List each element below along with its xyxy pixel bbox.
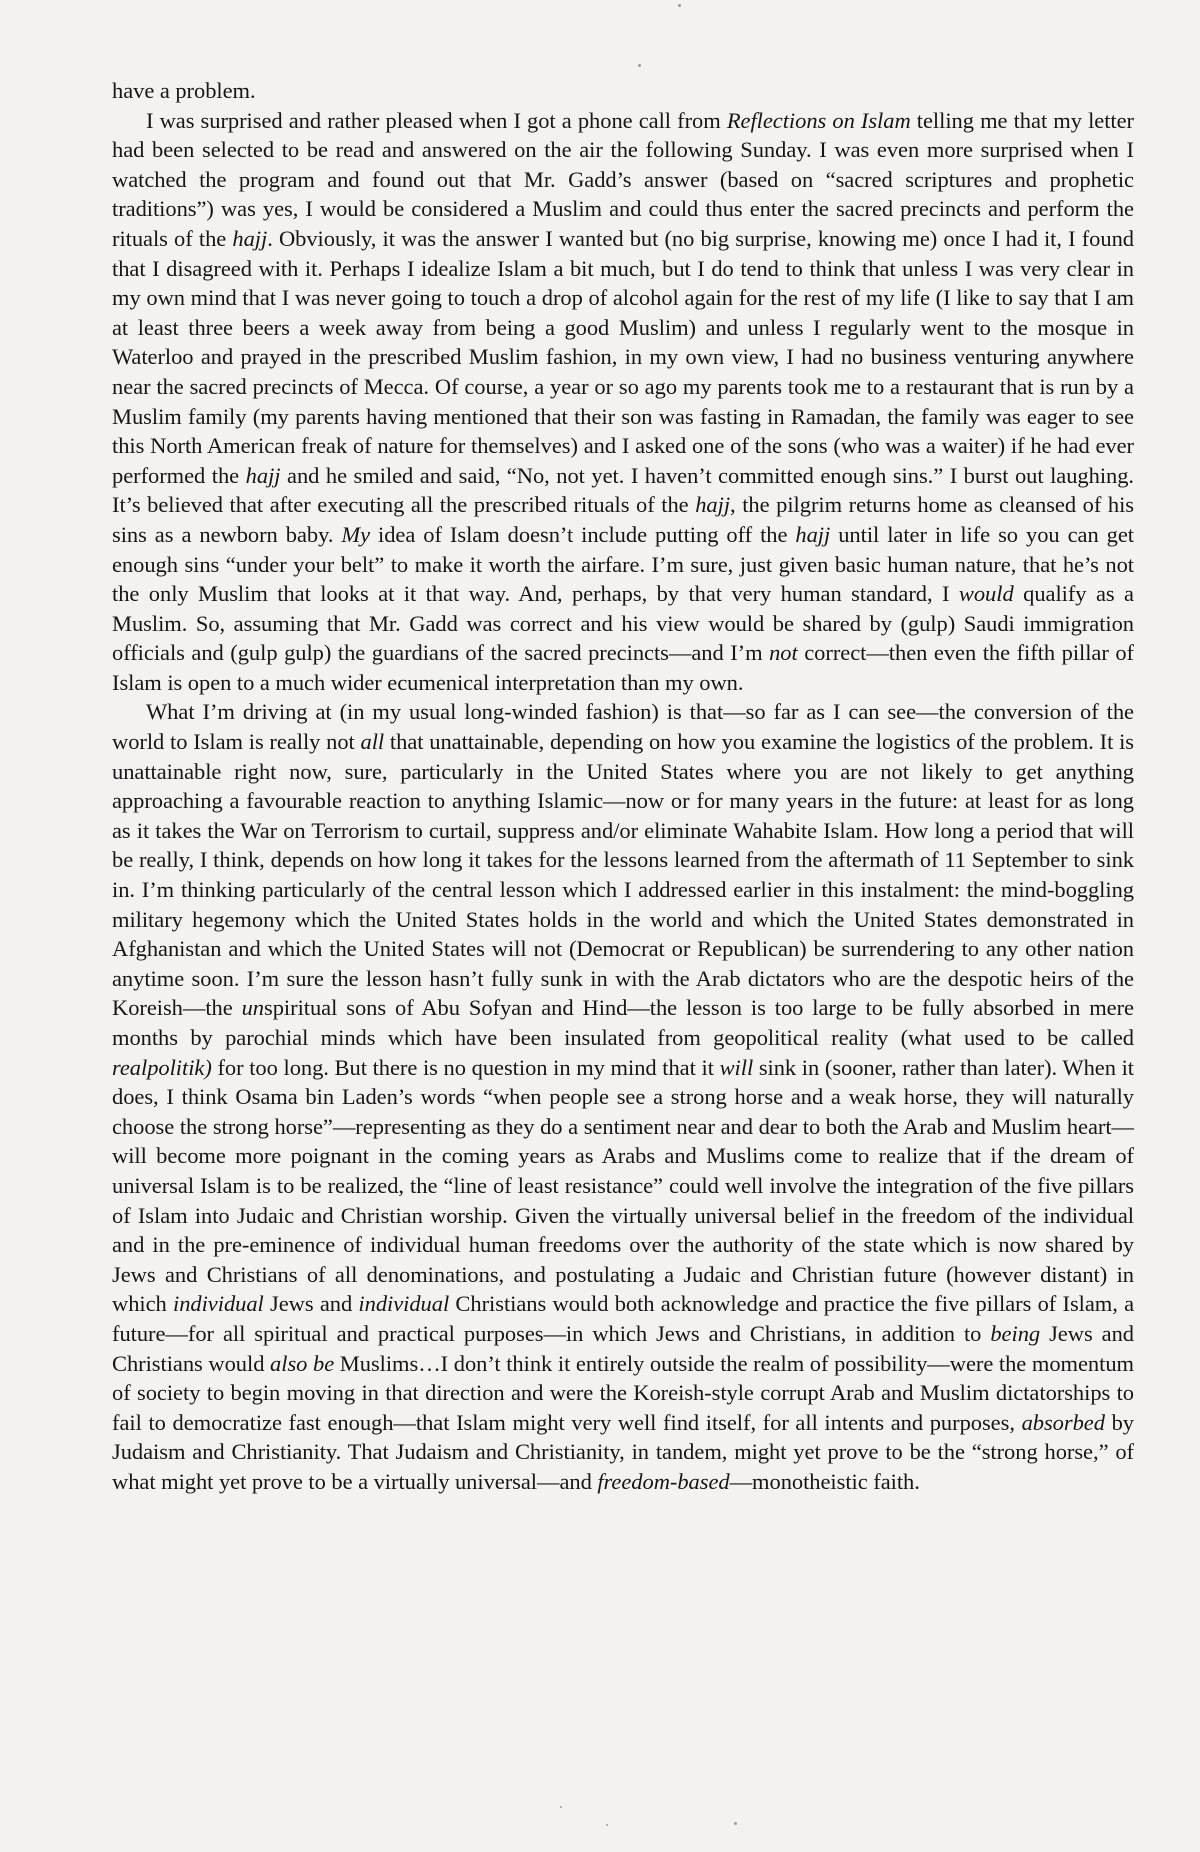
scan-speck [638,64,641,67]
paragraph-conversion-of-the-world: What I’m driving at (in my usual long-winded fashion) is that—so far as I can see—the conversion of the world to Islam is really not all that unattainable, depending on how you examine the logistics of the problem. It is unattainable right now, sure, particularly in the United States where you are not likely to get anything approaching a favourable reaction to anything Islamic—now or for many years in the future: at least for as long as it takes the War on Terrorism to curtail, suppress and/or eliminate Wahabite Islam. How long a period that will be really, I think, depends on how long it takes for the lessons learned from the aftermath of 11 September to sink in. I’m thinking particularly of the central lesson which I addressed earlier in this instalment: the mind-boggling military hegemony which the United States holds in the world and which the United States demonstrated in Afghanistan and which the United States will not (Democrat or Republican) be surrendering to any other nation anytime soon. I’m sure the lesson hasn’t fully sunk in with the Arab dictators who are the despotic heirs of the Koreish—the unspiritual sons of Abu Sofyan and Hind—the lesson is too large to be fully absorbed in mere months by parochial minds which have been insulated from geopolitical reality (what used to be called realpolitik) for too long. But there is no question in my mind that it will sink in (sooner, rather than later). When it does, I think Osama bin Laden’s words “when people see a strong horse and a weak horse, they will naturally choose the strong horse”—representing as they do a sentiment near and dear to both the Arab and Muslim heart—will become more poignant in the coming years as Arabs and Muslims come to realize that if the dream of universal Islam is to be realized, the “line of least resistance” could well involve the integration of the five pillars of Islam into Judaic and Christian worship. Given the virtually universal belief in the freedom of the individual and in the pre-eminence of individual human freedoms over the authority of the state which is now shared by Jews and Christians of all denominations, and postulating a Judaic and Christian future (however distant) in which individual Jews and individual Christians would both acknowledge and practice the five pillars of Islam, a future—for all spiritual and practical purposes—in which Jews and Christians, in addition to being Jews and Christians would also be Muslims…I don’t think it entirely outside the realm of possibility—were the momentum of society to begin moving in that direction and were the Koreish-style corrupt Arab and Muslim dictatorships to fail to democratize fast enough—that Islam might very well find itself, for all intents and purposes, absorbed by Judaism and Christianity. That Judaism and Christianity, in tandem, might yet prove to be the “strong horse,” of what might yet prove to be a virtually universal—and freedom-based—monotheistic faith. [112,699,1135,1494]
body-text [112,76,1134,1497]
scan-speck [560,1806,562,1808]
scan-speck [678,4,681,7]
scan-speck [734,1822,737,1825]
paragraph-continuation: have a problem. [112,78,256,103]
paragraph-reflections-on-islam: I was surprised and rather pleased when I got a phone call from Reflections on Islam telling me that my letter had been selected to be read and answered on the air the following Sunday. I was even more surprised when I watched the program and found out that Mr. Gadd’s answer (based on “sacred scriptures and prophetic traditions”) was yes, I would be considered a Muslim and could thus enter the sacred precincts and perform the rituals of the hajj. Obviously, it was the answer I wanted but (no big surprise, knowing me) once I had it, I found that I disagreed with it. Perhaps I idealize Islam a bit much, but I do tend to think that unless I was very clear in my own mind that I was never going to touch a drop of alcohol again for the rest of my life (I like to say that I am at least three beers a week away from being a good Muslim) and unless I regularly went to the mosque in Waterloo and prayed in the prescribed Muslim fashion, in my own view, I had no business venturing anywhere near the sacred precincts of Mecca. Of course, a year or so ago my parents took me to a restaurant that is run by a Muslim family (my parents having mentioned that their son was fasting in Ramadan, the family was eager to see this North American freak of nature for themselves) and I asked one of the sons (who was a waiter) if he had ever performed the hajj and he smiled and said, “No, not yet. I haven’t committed enough sins.” I burst out laughing. It’s believed that after executing all the prescribed rituals of the hajj, the pilgrim returns home as cleansed of his sins as a newborn baby. My idea of Islam doesn’t include putting off the hajj until later in life so you can get enough sins “under your belt” to make it worth the airfare. I’m sure, just given basic human nature, that he’s not the only Muslim that looks at it that way. And, perhaps, by that very human standard, I would qualify as a Muslim. So, assuming that Mr. Gadd was correct and his view would be shared by (gulp) Saudi immigration officials and (gulp gulp) the guardians of the sacred precincts—and I’m not correct—then even the fifth pillar of Islam is open to a much wider ecumenical interpretation than my own. [112,107,1134,695]
scan-speck [606,1824,608,1826]
